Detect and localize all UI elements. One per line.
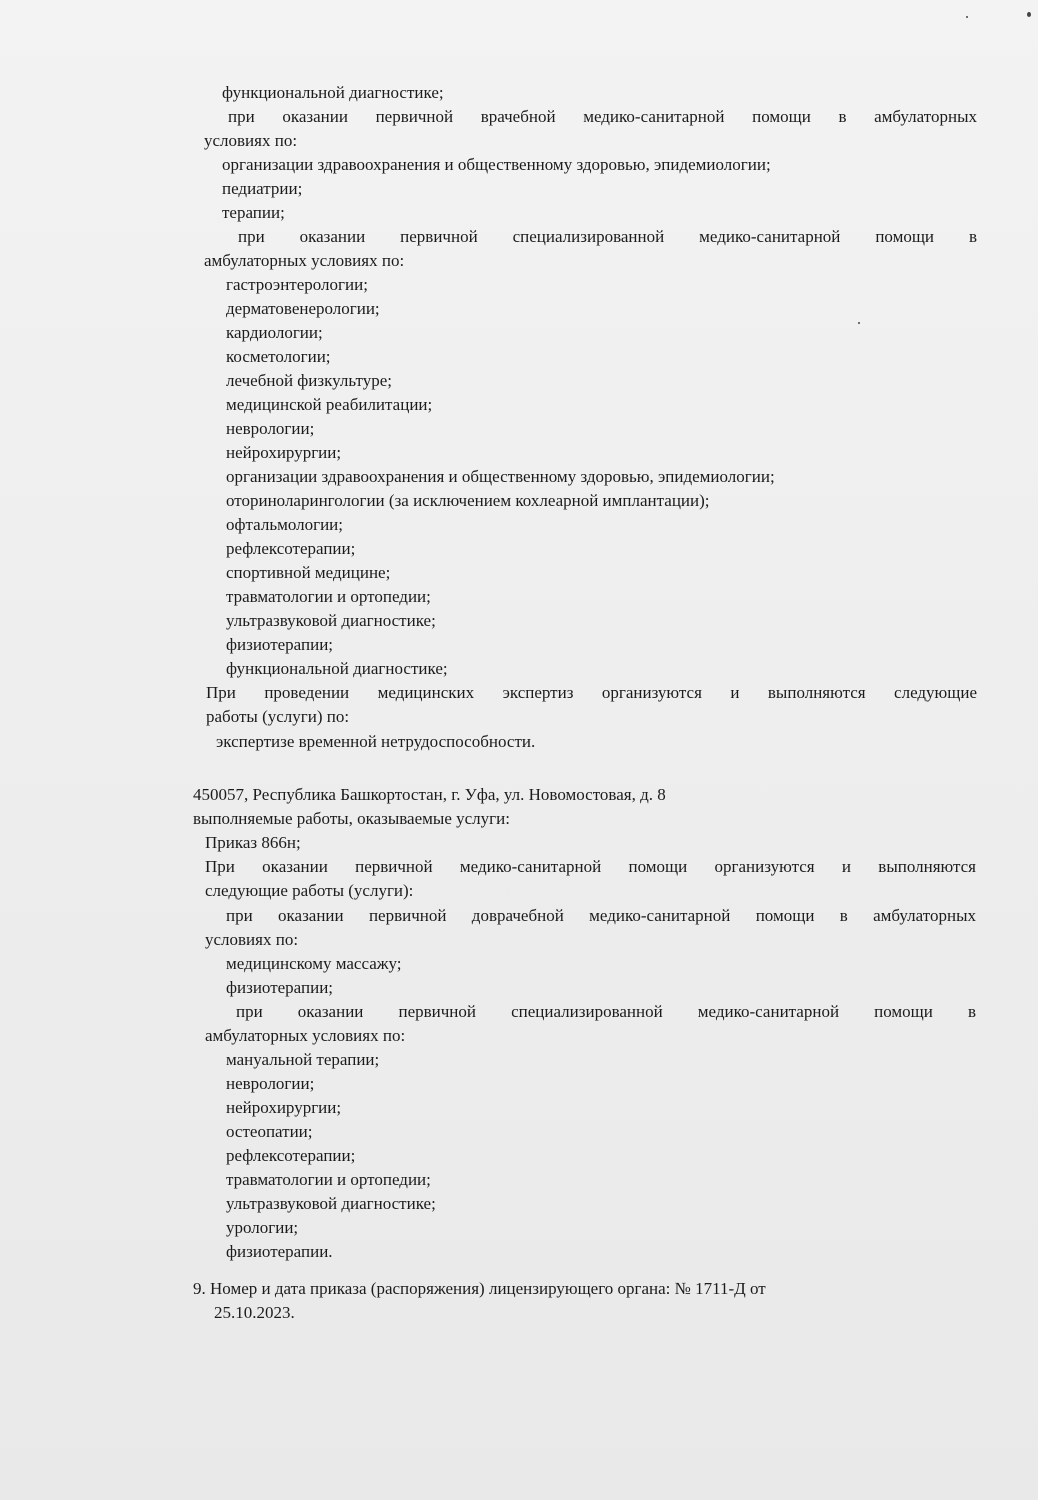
list-item: гастроэнтерологии; xyxy=(226,275,368,294)
list-item: нейрохирургии; xyxy=(226,1098,342,1117)
list-item: неврологии; xyxy=(226,419,315,438)
text-line: при оказании первичной специализированной медико-санитарной помощи в xyxy=(236,1002,976,1021)
list-item: физиотерапии; xyxy=(226,978,334,997)
list-item: травматологии и ортопедии; xyxy=(226,1170,431,1189)
address-line: 450057, Республика Башкортостан, г. Уфа, ул. Новомостовая, д. 8 xyxy=(193,785,666,804)
list-item: кардиологии; xyxy=(226,323,323,342)
section-9-line: 9. Номер и дата приказа (распоряжения) лицензирующего органа: № 1711-Д от xyxy=(193,1279,766,1298)
scan-speck xyxy=(858,322,860,324)
list-item: медицинской реабилитации; xyxy=(226,395,433,414)
text-line: педиатрии; xyxy=(222,179,303,198)
list-item: ультразвуковой диагностике; xyxy=(226,611,436,630)
list-item: функциональной диагностике; xyxy=(226,659,448,678)
list-item: травматологии и ортопедии; xyxy=(226,587,431,606)
text-line: амбулаторных условиях по: xyxy=(204,251,405,270)
text-line: при оказании первичной доврачебной медико-санитарной помощи в амбулаторных xyxy=(226,906,976,925)
list-item: дерматовенерологии; xyxy=(226,299,380,318)
text-line: выполняемые работы, оказываемые услуги: xyxy=(193,809,510,828)
list-item: мануальной терапии; xyxy=(226,1050,380,1069)
list-item: рефлексотерапии; xyxy=(226,1146,356,1165)
list-item: офтальмологии; xyxy=(226,515,343,534)
list-item: урологии; xyxy=(226,1218,299,1237)
section-9-date: 25.10.2023. xyxy=(214,1303,295,1322)
text-line: при оказании первичной врачебной медико-санитарной помощи в амбулаторных xyxy=(228,107,977,126)
scan-speck xyxy=(1027,12,1031,17)
text-line: амбулаторных условиях по: xyxy=(205,1026,406,1045)
text-line: работы (услуги) по: xyxy=(206,707,350,726)
text-line: следующие работы (услуги): xyxy=(205,881,414,900)
list-item: оториноларингологии (за исключением кохлеарной имплантации); xyxy=(226,491,710,510)
scan-speck xyxy=(966,16,968,18)
list-item: организации здравоохранения и общественному здоровью, эпидемиологии; xyxy=(226,467,775,486)
list-item: спортивной медицине; xyxy=(226,563,391,582)
list-item: ультразвуковой диагностике; xyxy=(226,1194,436,1213)
text-line: условиях по: xyxy=(204,131,298,150)
list-item: физиотерапии. xyxy=(226,1242,333,1261)
list-item: рефлексотерапии; xyxy=(226,539,356,558)
list-item: косметологии; xyxy=(226,347,331,366)
text-line: При оказании первичной медико-санитарной помощи организуются и выполняются xyxy=(205,857,976,876)
list-item: неврологии; xyxy=(226,1074,315,1093)
text-line: функциональной диагностике; xyxy=(222,83,444,102)
text-line: терапии; xyxy=(222,203,285,222)
list-item: остеопатии; xyxy=(226,1122,313,1141)
list-item: нейрохирургии; xyxy=(226,443,342,462)
list-item: медицинскому массажу; xyxy=(226,954,402,973)
list-item: лечебной физкультуре; xyxy=(226,371,392,390)
text-line: При проведении медицинских экспертиз организуются и выполняются следующие xyxy=(206,683,977,702)
list-item: физиотерапии; xyxy=(226,635,334,654)
text-line: организации здравоохранения и общественному здоровью, эпидемиологии; xyxy=(222,155,771,174)
text-line: экспертизе временной нетрудоспособности. xyxy=(216,732,536,751)
text-line: Приказ 866н; xyxy=(205,833,301,852)
text-line: условиях по: xyxy=(205,930,299,949)
text-line: при оказании первичной специализированной медико-санитарной помощи в xyxy=(238,227,977,246)
